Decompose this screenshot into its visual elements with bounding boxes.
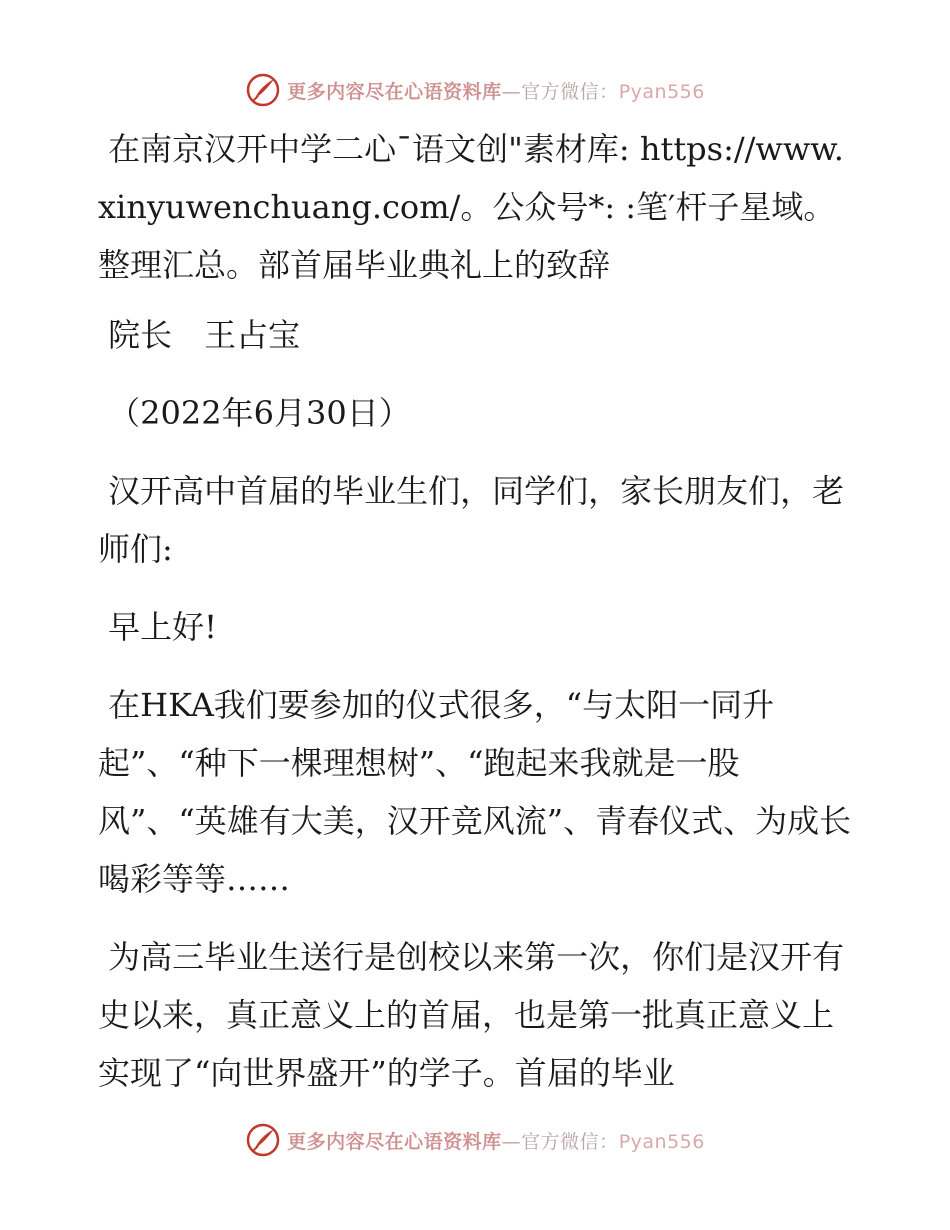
graduates-paragraph: 为高三毕业生送行是创校以来第一次，你们是汉开有史以来，真正意义上的首届，也是第一批真正意义上实现了“向世界盛开”的学子。首届的毕业: [98, 938, 845, 1092]
watermark-text: 更多内容尽在心语资料库—官方微信：Pyan556: [287, 80, 705, 103]
source-intro-paragraph: 在南京汉开中学二心¯语文创"素材库: https://www.xinyuwenchuang.com/。公众号*: :笔′杆子星域。整理汇总。部首届毕业典礼上的致辞: [98, 130, 844, 284]
quill-logo-icon: [245, 72, 281, 108]
watermark-footer: [0, 1122, 950, 1158]
watermark-text: 更多内容尽在心语资料库—官方微信：Pyan556: [287, 1130, 705, 1153]
date-line: （2022年6月30日）: [98, 394, 411, 432]
document-body: [98, 120, 858, 1102]
quill-logo-icon: [245, 1122, 281, 1158]
greeting-paragraph: 早上好!: [98, 608, 218, 646]
salutation-paragraph: 汉开高中首届的毕业生们，同学们，家长朋友们，老师们:: [98, 472, 845, 568]
watermark-header: [0, 72, 950, 108]
ceremonies-paragraph: 在HKA我们要参加的仪式很多，“与太阳一同升起”、“种下一棵理想树”、“跑起来我就是一股风”、“英雄有大美，汉开竞风流”、青春仪式、为成长喝彩等等……: [98, 686, 852, 898]
author-line: 院长 王占宝: [98, 316, 301, 354]
